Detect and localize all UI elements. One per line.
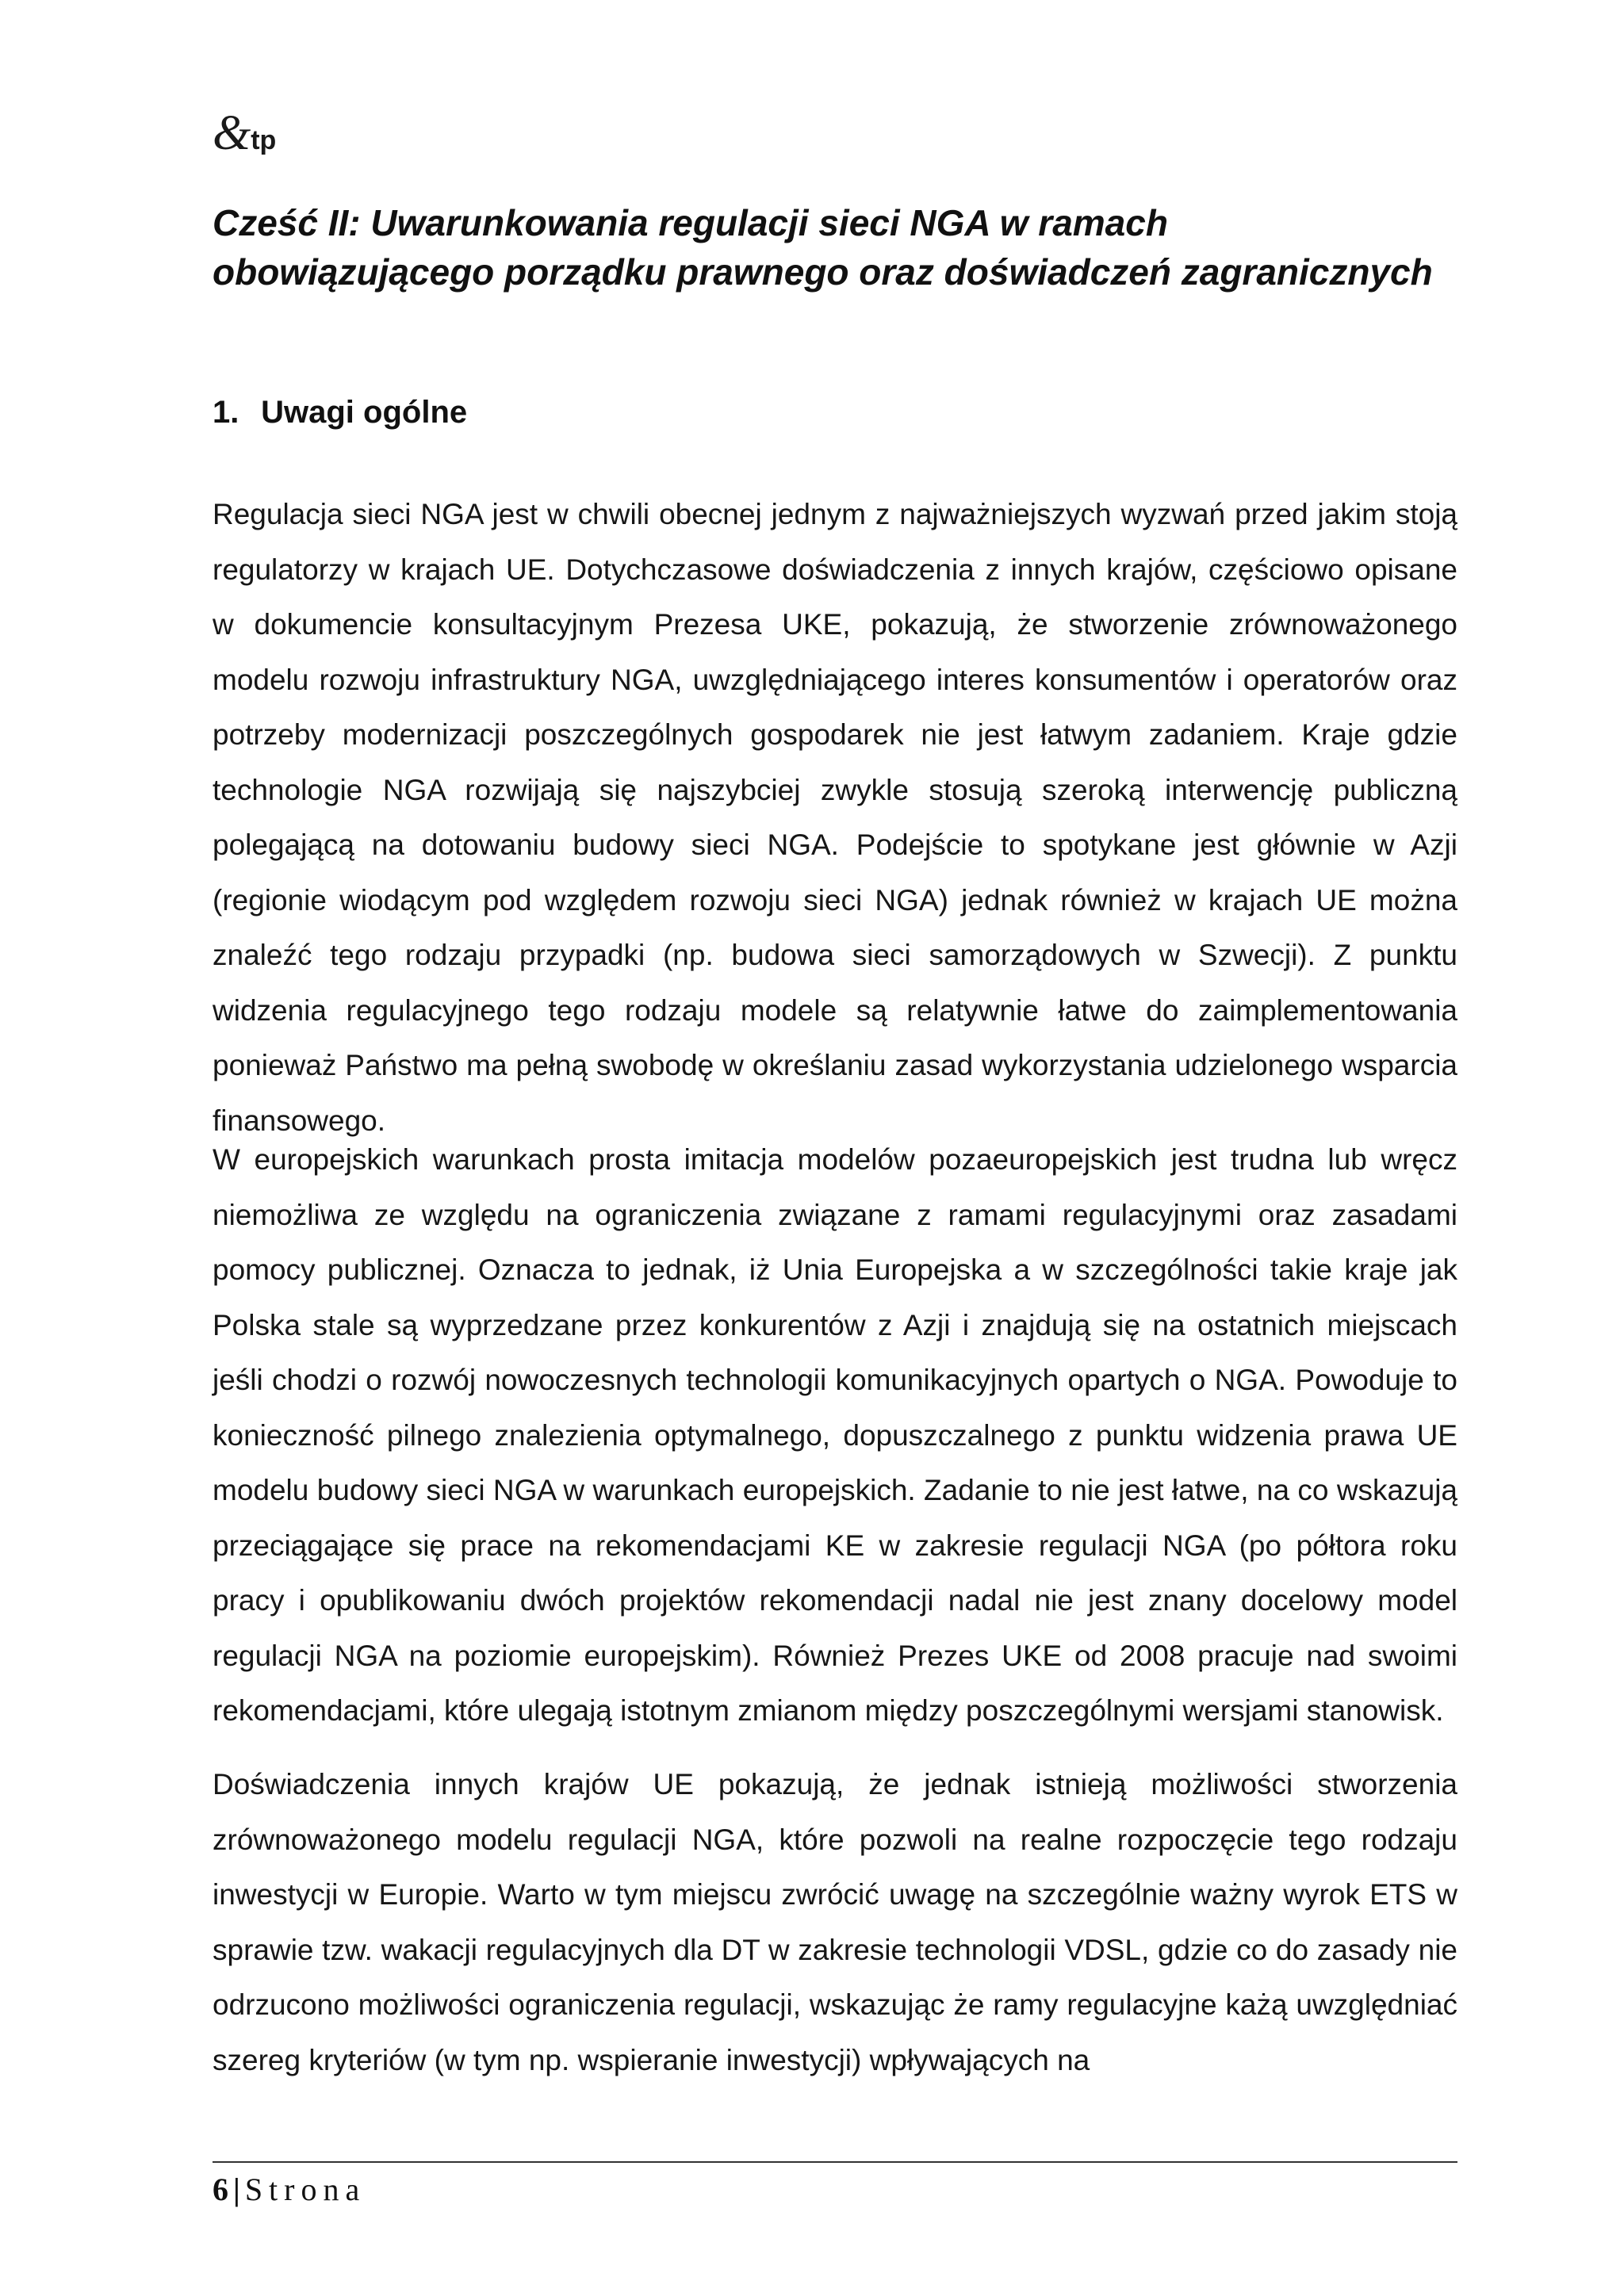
paragraph-1: Regulacja sieci NGA jest w chwili obecnej jednym z najważniejszych wyzwań przed jakim stoją regulatorzy w krajach UE. Dotychczasowe doświadczenia z innych krajów, częściowo opisane w dokumencie konsultacyjnym Prezesa UKE, pokazują, że stworzenie zrównoważonego modelu rozwoju infrastruktury NGA, uwzględniającego interes konsumentów i operatorów oraz potrzeby modernizacji poszczególnych gospodarek nie jest łatwym zadaniem. Kraje gdzie technologie NGA rozwijają się najszybciej zwykle stosują szeroką interwencję publiczną polegającą na dotowaniu budowy sieci NGA. Podejście to spotykane jest głównie w Azji (regionie wiodącym pod względem rozwoju sieci NGA) jednak również w krajach UE można znaleźć tego rodzaju przypadki (np. budowa sieci samorządowych w Szwecji). Z punktu widzenia regulacyjnego tego rodzaju modele są relatywnie łatwe do zaimplementowania ponieważ Państwo ma pełną swobodę w określaniu zasad wykorzystania udzielonego wsparcia finansowego. [213,498,1457,1137]
footer-separator: | [233,2172,240,2207]
logo-symbol: & [213,106,251,160]
section-number: 1. [213,395,239,430]
paragraph-2: W europejskich warunkach prosta imitacja modelów pozaeuropejskich jest trudna lub wręcz niemożliwa ze względu na ograniczenia związane z ramami regulacyjnymi oraz zasadami pomocy publicznej. Oznacza to jednak, iż Unia Europejska a w szczególności takie kraje jak Polska stale są wyprzedzane przez konkurentów z Azji i znajdują się na ostatnich miejscach jeśli chodzi o rozwój nowoczesnych technologii komunikacyjnych opartych o NGA. Powoduje to konieczność pilnego znalezienia optymalnego, dopuszczalnego z punktu widzenia prawa UE modelu budowy sieci NGA w warunkach europejskich. Zadanie to nie jest łatwe, na co wskazują przeciągające się prace na rekomendacjami KE w zakresie regulacji NGA (po półtora roku pracy i opublikowaniu dwóch projektów rekomendacji nadal nie jest znany docelowy model regulacji NGA na poziomie europejskim). Również Prezes UKE od 2008 pracuje nad swoimi rekomendacjami, które ulegają istotnym zmianom między poszczególnymi wersjami stanowisk. [213,1143,1457,1727]
part-title: Cześć II: Uwarunkowania regulacji sieci NGA w ramach obowiązującego porządku prawnego oraz doświadczeń zagranicznych [213,202,1433,293]
footer-divider [213,2161,1457,2163]
logo-text: tp [251,125,277,155]
page-footer [213,2168,366,2212]
company-logo [213,106,277,164]
page-label: Strona [244,2172,366,2207]
page-number: 6 [213,2172,228,2207]
paragraph-3: Doświadczenia innych krajów UE pokazują, że jednak istnieją możliwości stworzenia zrównoważonego modelu regulacji NGA, które pozwoli na realne rozpoczęcie tego rodzaju inwestycji w Europie. Warto w tym miejscu zwrócić uwagę na szczególnie ważny wyrok ETS w sprawie tzw. wakacji regulacyjnych dla DT w zakresie technologii VDSL, gdzie co do zasady nie odrzucono możliwości ograniczenia regulacji, wskazując że ramy regulacyjne każą uwzględniać szereg kryteriów (w tym np. wspieranie inwestycji) wpływających na [213,1768,1457,2076]
section-title: Uwagi ogólne [261,395,468,430]
section-heading [213,390,467,434]
